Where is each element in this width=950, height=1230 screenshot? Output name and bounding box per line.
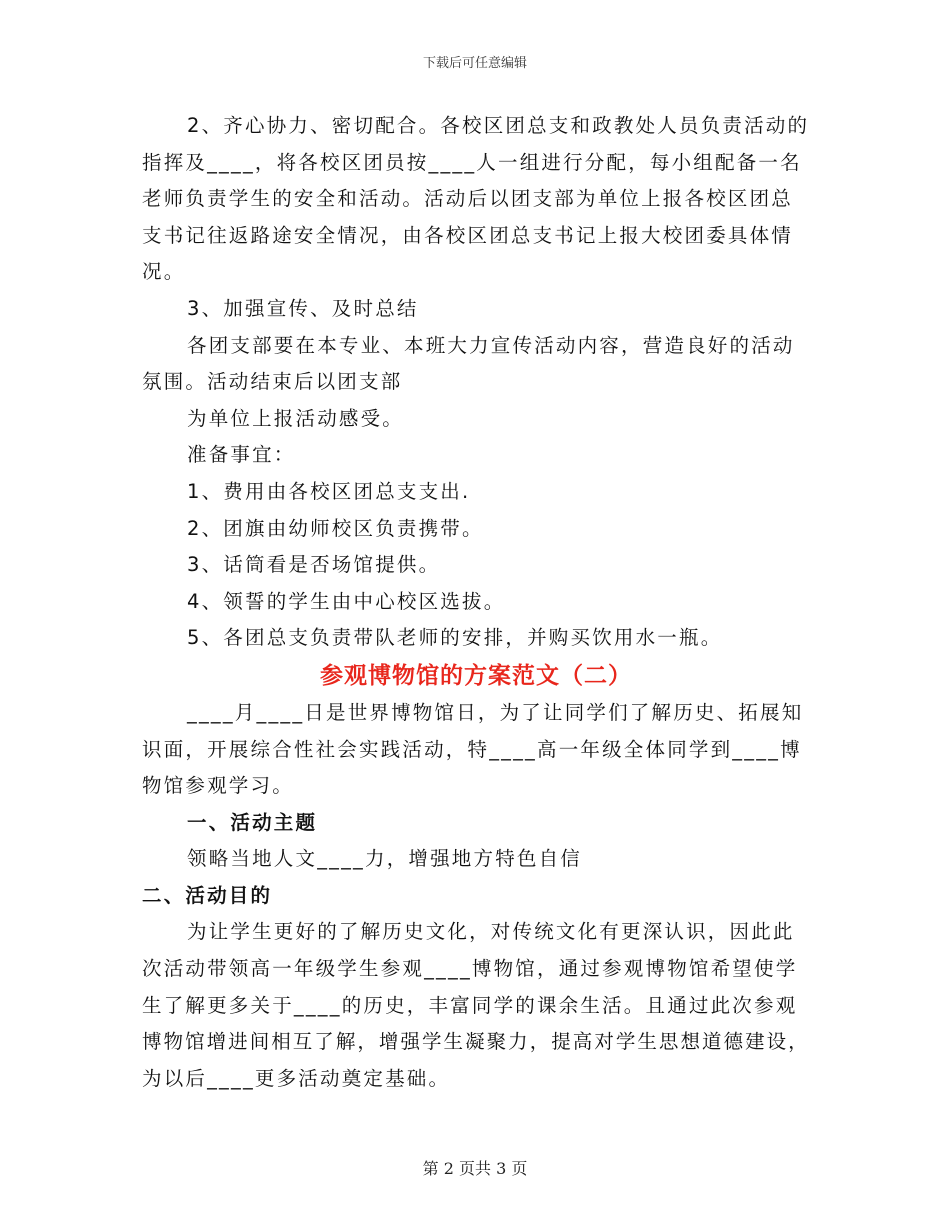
- list-item: 1、费用由各校区团总支支出.: [187, 479, 471, 503]
- paragraph-line: 领略当地人文____力，增强地方特色自信: [187, 847, 583, 871]
- list-item: 2、团旗由幼师校区负责携带。: [187, 516, 484, 540]
- paragraph-line: 为以后____更多活动奠定基础。: [142, 1066, 451, 1090]
- page-footer: 第 2 页共 3 页: [422, 1159, 528, 1178]
- paragraph-line: 2、齐心协力、密切配合。各校区团总支和政教处人员负责活动的: [187, 114, 810, 137]
- list-item: 3、话筒看是否场馆提供。: [187, 553, 441, 577]
- list-item: 5、各团总支负责带队老师的安排，并购买饮用水一瓶。: [187, 626, 723, 650]
- section-heading: 二、活动目的: [142, 883, 273, 907]
- paragraph-line: 生了解更多关于____的历史，丰富同学的课余生活。且通过此次参观: [142, 993, 798, 1017]
- paragraph-line: 各团支部要在本专业、本班大力宣传活动内容，营造良好的活动: [187, 333, 795, 357]
- paragraph-line: 识面，开展综合性社会实践活动，特____高一年级全体同学到____博: [142, 737, 802, 761]
- paragraph-line: 物馆参观学习。: [142, 774, 294, 798]
- paragraph-line: 况。: [142, 260, 186, 284]
- paragraph-line: 老师负责学生的安全和活动。活动后以团支部为单位上报各校区团总: [142, 187, 794, 211]
- page-header: 下载后可任意编辑: [422, 56, 527, 71]
- section-heading: 准备事宜：: [187, 443, 296, 467]
- list-item: 4、领誓的学生由中心校区选拔。: [187, 589, 506, 613]
- paragraph-line: 氛围。活动结束后以团支部: [142, 370, 403, 394]
- paragraph-line: 为单位上报活动感受。: [187, 406, 405, 430]
- paragraph-line: 为让学生更好的了解历史文化，对传统文化有更深认识，因此此: [187, 920, 795, 944]
- section-title: 参观博物馆的方案范文（二）: [320, 662, 632, 689]
- paragraph-line: 指挥及____，将各校区团员按____人一组进行分配，每小组配备一名: [142, 150, 802, 174]
- paragraph-line: 博物馆增进间相互了解，增强学生凝聚力，提高对学生思想道德建设，: [142, 1030, 810, 1054]
- section-heading: 3、加强宣传、及时总结: [187, 296, 419, 320]
- section-heading: 一、活动主题: [187, 810, 318, 834]
- document-body: [142, 108, 810, 1097]
- paragraph-line: 支书记往返路途安全情况，由各校区团总支书记上报大校团委具体情: [142, 223, 794, 247]
- paragraph-line: 次活动带领高一年级学生参观____博物馆，通过参观博物馆希望使学: [142, 957, 798, 981]
- paragraph-line: ____月____日是世界博物馆日，为了让同学们了解历史、拓展知: [187, 700, 804, 724]
